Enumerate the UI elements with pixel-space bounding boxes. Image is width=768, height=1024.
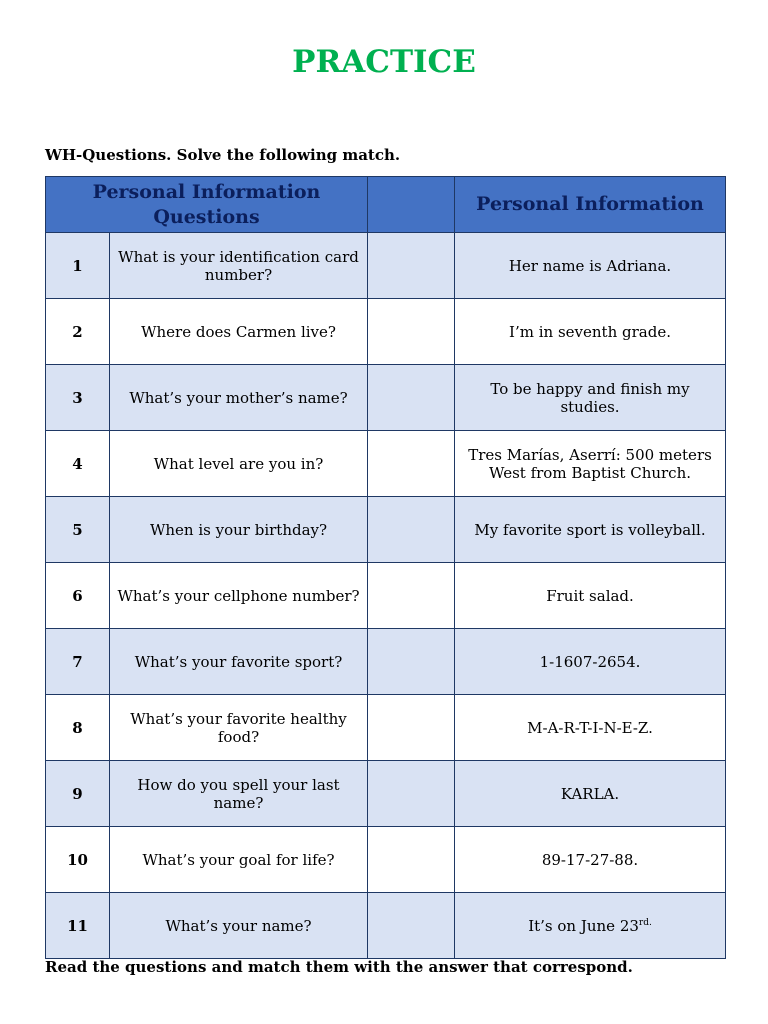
row-number: 7: [46, 629, 110, 695]
header-blank: [368, 177, 455, 233]
row-number: 9: [46, 761, 110, 827]
table-row: [46, 233, 726, 299]
table-row: [46, 365, 726, 431]
question-cell: What level are you in?: [110, 431, 368, 497]
answer-cell: Fruit salad.: [455, 563, 726, 629]
answer-cell: Her name is Adriana.: [455, 233, 726, 299]
question-cell: What’s your favorite sport?: [110, 629, 368, 695]
table-row: [46, 761, 726, 827]
row-number: 11: [46, 893, 110, 959]
match-blank-cell: [368, 893, 455, 959]
match-blank-cell: [368, 299, 455, 365]
answer-cell: 89-17-27-88.: [455, 827, 726, 893]
match-blank-cell: [368, 695, 455, 761]
table-row: [46, 299, 726, 365]
matching-table: [45, 176, 726, 959]
header-answers: Personal Information: [455, 177, 726, 233]
answer-cell: Tres Marías, Aserrí: 500 meters West from Baptist Church.: [455, 431, 726, 497]
question-cell: What is your identification card number?: [110, 233, 368, 299]
table-row: [46, 563, 726, 629]
question-cell: When is your birthday?: [110, 497, 368, 563]
row-number: 10: [46, 827, 110, 893]
question-cell: What’s your mother’s name?: [110, 365, 368, 431]
row-number: 3: [46, 365, 110, 431]
table-row: [46, 629, 726, 695]
question-cell: What’s your name?: [110, 893, 368, 959]
answer-text: It’s on June 23: [528, 916, 639, 935]
answer-cell: KARLA.: [455, 761, 726, 827]
question-cell: How do you spell your last name?: [110, 761, 368, 827]
match-blank-cell: [368, 233, 455, 299]
question-cell: What’s your goal for life?: [110, 827, 368, 893]
match-blank-cell: [368, 827, 455, 893]
row-number: 1: [46, 233, 110, 299]
answer-cell: I’m in seventh grade.: [455, 299, 726, 365]
answer-cell: My favorite sport is volleyball.: [455, 497, 726, 563]
match-blank-cell: [368, 497, 455, 563]
answer-cell: 1-1607-2654.: [455, 629, 726, 695]
question-cell: What’s your cellphone number?: [110, 563, 368, 629]
table-row: [46, 695, 726, 761]
table-row: [46, 497, 726, 563]
match-blank-cell: [368, 563, 455, 629]
ordinal-suffix: rd.: [638, 917, 652, 928]
table-row: [46, 431, 726, 497]
match-blank-cell: [368, 431, 455, 497]
footer-instruction: Read the questions and match them with the answer that correspond.: [45, 958, 633, 976]
question-cell: What’s your favorite healthy food?: [110, 695, 368, 761]
row-number: 2: [46, 299, 110, 365]
row-number: 5: [46, 497, 110, 563]
answer-cell: M-A-R-T-I-N-E-Z.: [455, 695, 726, 761]
match-blank-cell: [368, 365, 455, 431]
question-cell: Where does Carmen live?: [110, 299, 368, 365]
row-number: 4: [46, 431, 110, 497]
table-row: [46, 893, 726, 959]
row-number: 6: [46, 563, 110, 629]
row-number: 8: [46, 695, 110, 761]
match-blank-cell: [368, 761, 455, 827]
match-blank-cell: [368, 629, 455, 695]
table-header-row: [46, 177, 726, 233]
page-title: PRACTICE: [292, 44, 476, 80]
table-row: [46, 827, 726, 893]
answer-cell: [455, 893, 726, 959]
header-questions: Personal Information Questions: [46, 177, 368, 233]
instruction-text: WH-Questions. Solve the following match.: [45, 146, 401, 164]
answer-cell: To be happy and finish my studies.: [455, 365, 726, 431]
